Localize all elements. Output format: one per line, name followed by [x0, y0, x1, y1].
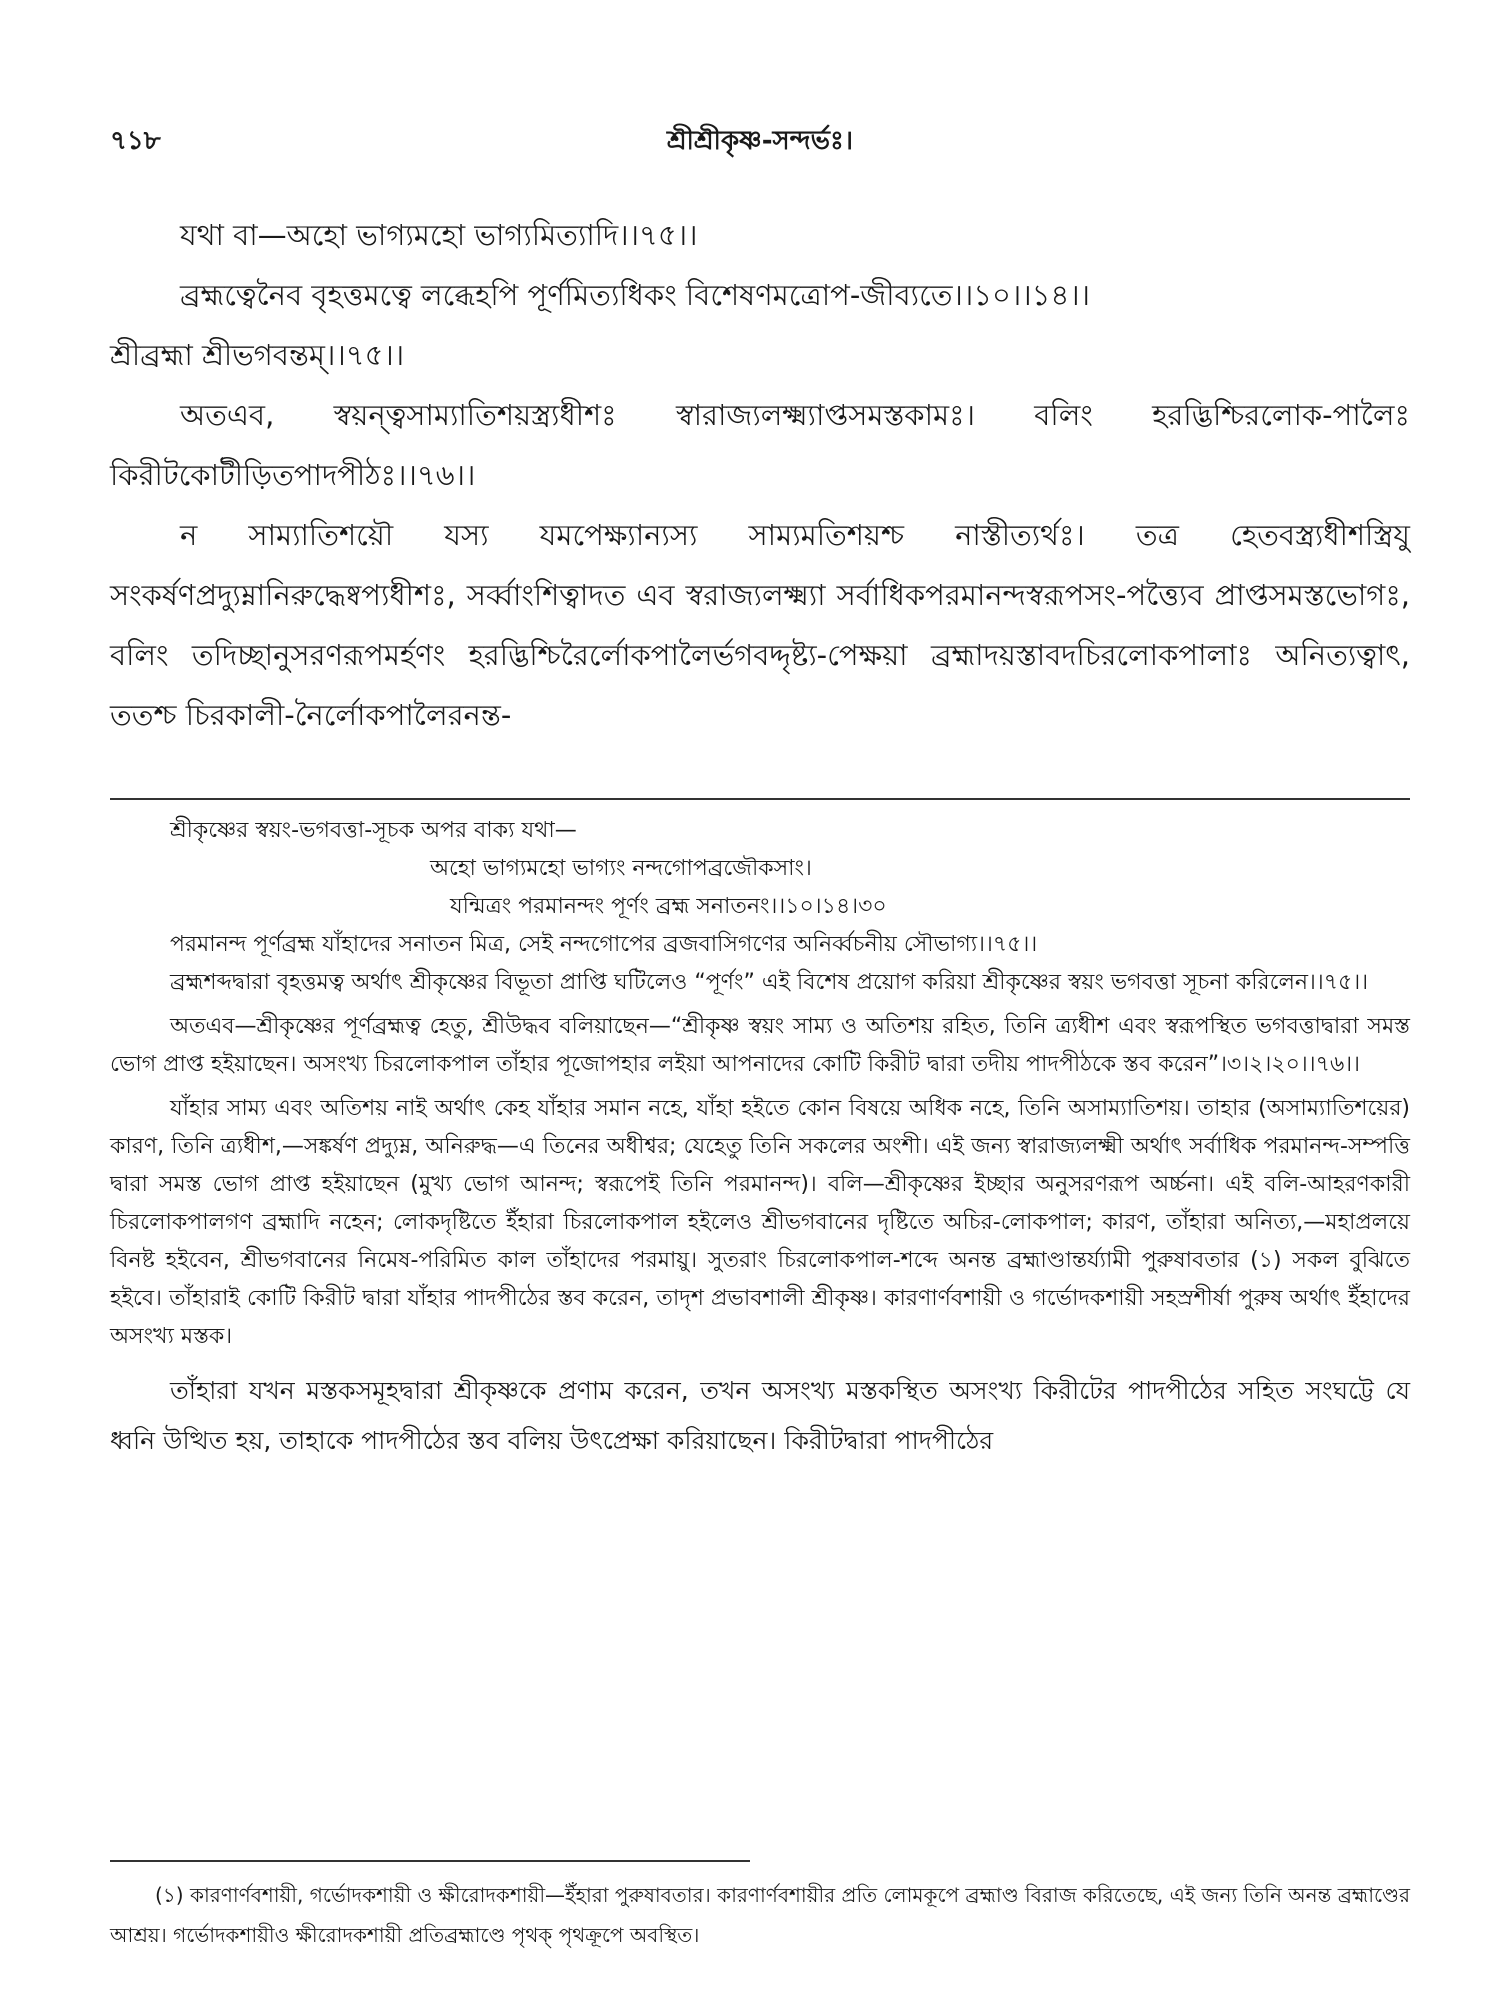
bengali-commentary-block [110, 812, 1410, 1466]
main-paragraph: অতএব, স্বয়ন্ত্বসাম্যাতিশয়স্ত্র্যধীশঃ স্বারাজ্যলক্ষ্ম্যাপ্তসমস্তকামঃ। বলিং হরদ্ভিশ্চিরলোক-পালৈঃ কিরীটকোটীড়িতপাদপীঠঃ।।৭৬।। [110, 398, 1410, 492]
commentary-paragraph: ব্রহ্মশব্দদ্বারা বৃহত্তমত্ব অর্থাৎ শ্রীকৃষ্ণের বিভূতা প্রাপ্তি ঘটিলেও “পূর্ণং” এই বিশেষ প্রয়োগ করিয়া শ্রীকৃষ্ণের স্বয়ং ভগবত্তা সূচনা করিলেন।।৭৫।। [170, 970, 1369, 995]
commentary-intro: শ্রীকৃষ্ণের স্বয়ং-ভগবত্তা-সূচক অপর বাক্য যথা— [170, 818, 577, 843]
main-paragraph: ব্রহ্মত্বেনৈব বৃহত্তমত্বে লব্ধেহপি পূর্ণমিত্যধিকং বিশেষণমত্রোপ-জীব্যতে।।১০।।১৪।। [180, 278, 1091, 312]
page-number: ৭১৮ [110, 126, 161, 156]
sanskrit-text-block [110, 205, 1410, 745]
section-divider [110, 798, 1410, 800]
footnotes [110, 1875, 1410, 1955]
verse-line: অহো ভাগ্যমহো ভাগ্যং নন্দগোপব্রজৌকসাং। [430, 856, 812, 881]
verse-line: যন্মিত্রং পরমানন্দং পূর্ণং ব্রহ্ম সনাতনং।।১০।১৪।৩০ [450, 894, 887, 919]
main-paragraph: শ্রীব্রহ্মা শ্রীভগবন্তম্।।৭৫।। [110, 338, 405, 372]
main-paragraph: ন সাম্যাতিশয়ৌ যস্য যমপেক্ষ্যান্যস্য সাম্যমতিশয়শ্চ নাস্তীত্যর্থঃ। তত্র হেতবস্ত্র্যধীশস্ত্রিযু সংকর্ষণপ্রদ্যুম্নানিরুদ্ধেষ্বপ্যধীশঃ, সর্ব্বাংশিত্বাদত এব স্বরাজ্যলক্ষ্ম্যা সর্বাধিকপরমানন্দস্বরূপসং-পত্ত্যৈব প্রাপ্তসমস্তভোগঃ, বলিং তদিচ্ছানুসরণরূপমর্হণং হরদ্ভিশ্চিরৈর্লোকপালৈর্ভগবদ্দৃষ্ট্য-পেক্ষয়া ব্রহ্মাদয়স্তাবদচিরলোকপালাঃ অনিত্যত্বাৎ, ততশ্চ চিরকালী-নৈর্লোকপালৈরনন্ত- [110, 518, 1410, 732]
commentary-paragraph: পরমানন্দ পূর্ণব্রহ্ম যাঁহাদের সনাতন মিত্র, সেই নন্দগোপের ব্রজবাসিগণের অনির্ব্বচনীয় সৌভাগ্য।।৭৫।। [170, 932, 1038, 957]
page-header [110, 120, 1410, 170]
commentary-paragraph: যাঁহার সাম্য এবং অতিশয় নাই অর্থাৎ কেহ যাঁহার সমান নহে, যাঁহা হইতে কোন বিষয়ে অধিক নহে, তিনি অসাম্যাতিশয়। তাহার (অসাম্যাতিশয়ের) কারণ, তিনি ত্র্যধীশ,—সঙ্কর্ষণ প্রদ্যুম্ন, অনিরুদ্ধ—এ তিনের অধীশ্বর; যেহেতু তিনি সকলের অংশী। এই জন্য স্বারাজ্যলক্ষ্মী অর্থাৎ সর্বাধিক পরমানন্দ-সম্পত্তি দ্বারা সমস্ত ভোগ প্রাপ্ত হইয়াছেন (মুখ্য ভোগ আনন্দ; স্বরূপেই তিনি পরমানন্দ)। বলি—শ্রীকৃষ্ণের ইচ্ছার অনুসরণরূপ অর্চ্চনা। এই বলি-আহরণকারী চিরলোকপালগণ ব্রহ্মাদি নহেন; লোকদৃষ্টিতে ইঁহারা চিরলোকপাল হইলেও শ্রীভগবানের দৃষ্টিতে অচির-লোকপাল; কারণ, তাঁহারা অনিত্য,—মহাপ্রলয়ে বিনষ্ট হইবেন, শ্রীভগবানের নিমেষ-পরিমিত কাল তাঁহাদের পরমায়ু। সুতরাং চিরলোকপাল-শব্দে অনন্ত ব্রহ্মাণ্ডান্তর্য্যামী পুরুষাবতার (১) সকল বুঝিতে হইবে। তাঁহারাই কোটি কিরীট দ্বারা যাঁহার পাদপীঠের স্তব করেন, তাদৃশ প্রভাবশালী শ্রীকৃষ্ণ। কারণার্ণবশায়ী ও গর্ভোদকশায়ী সহস্রশীর্ষা পুরুষ অর্থাৎ ইঁহাদের অসংখ্য মস্তক। [110, 1096, 1410, 1349]
footnote-divider [110, 1860, 750, 1862]
main-paragraph: যথা বা—অহো ভাগ্যমহো ভাগ্যমিত্যাদি।।৭৫।। [180, 218, 698, 252]
running-title: শ্রীশ্রীকৃষ্ণ-সন্দর্ভঃ। [666, 126, 854, 156]
footnote: (১) কারণার্ণবশায়ী, গর্ভোদকশায়ী ও ক্ষীরোদকশায়ী—ইঁহারা পুরুষাবতার। কারণার্ণবশায়ীর প্রতি লোমকূপে ব্রহ্মাণ্ড বিরাজ করিতেছে, এই জন্য তিনি অনন্ত ব্রহ্মাণ্ডের আশ্রয়। গর্ভোদকশায়ীও ক্ষীরোদকশায়ী প্রতিব্রহ্মাণ্ডে পৃথক্ পৃথক্রূপে অবস্থিত। [110, 1883, 1410, 1947]
commentary-paragraph: তাঁহারা যখন মস্তকসমূহদ্বারা শ্রীকৃষ্ণকে প্রণাম করেন, তখন অসংখ্য মস্তকস্থিত অসংখ্য কিরীটের পাদপীঠের সহিত সংঘট্টে যে ধ্বনি উত্থিত হয়, তাহাকে পাদপীঠের স্তব বলিয় উৎপ্রেক্ষা করিয়াছেন। কিরীটদ্বারা পাদপীঠের [110, 1376, 1410, 1455]
commentary-paragraph: অতএব—শ্রীকৃষ্ণের পূর্ণব্রহ্মত্ব হেতু, শ্রীউদ্ধব বলিয়াছেন—“শ্রীকৃষ্ণ স্বয়ং সাম্য ও অতিশয় রহিত, তিনি ত্র্যধীশ এবং স্বরূপস্থিত ভগবত্তাদ্বারা সমস্ত ভোগ প্রাপ্ত হইয়াছেন। অসংখ্য চিরলোকপাল তাঁহার পূজোপহার লইয়া আপনাদের কোটি কিরীট দ্বারা তদীয় পাদপীঠকে স্তব করেন”।৩।২।২০।।৭৬।। [110, 1014, 1410, 1077]
